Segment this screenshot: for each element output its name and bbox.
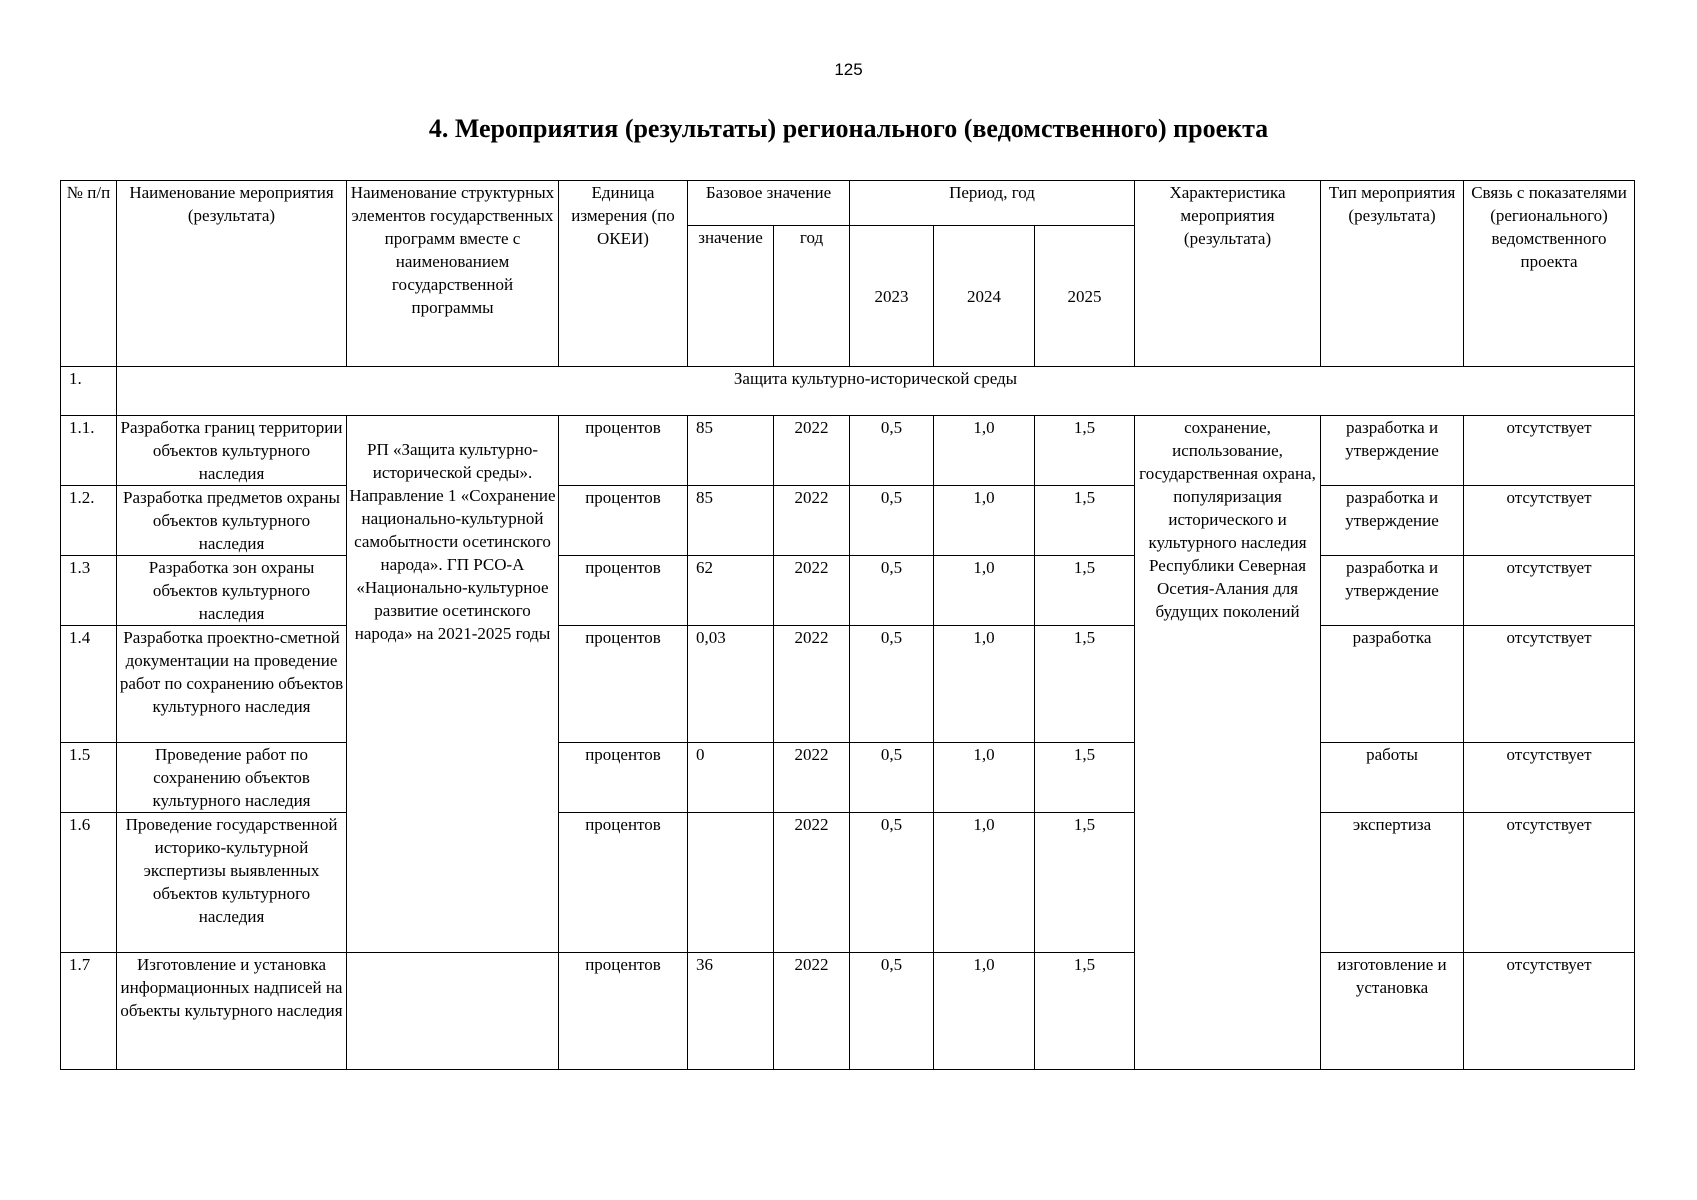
row-name: Разработка предметов охраны объектов культурного наследия <box>117 486 347 556</box>
row-base-year: 2022 <box>774 626 850 743</box>
header-struct: Наименование структурных элементов государственных программ вместе с наименованием государственной программы <box>347 181 559 367</box>
row-base-value: 85 <box>688 486 774 556</box>
header-2024: 2024 <box>934 226 1035 367</box>
row-num: 1.1. <box>61 416 117 486</box>
row-name: Проведение работ по сохранению объектов культурного наследия <box>117 743 347 813</box>
header-row <box>61 181 1635 226</box>
row-unit: процентов <box>559 813 688 953</box>
measures-table <box>60 180 1635 1070</box>
page-title: 4. Мероприятия (результаты) регионального (ведомственного) проекта <box>428 114 1269 143</box>
section-row <box>61 367 1635 416</box>
row-2023: 0,5 <box>850 626 934 743</box>
row-num: 1.3 <box>61 556 117 626</box>
row-base-value: 36 <box>688 953 774 1070</box>
row-name: Изготовление и установка информационных надписей на объекты культурного наследия <box>117 953 347 1070</box>
row-2024: 1,0 <box>934 626 1035 743</box>
header-2025: 2025 <box>1035 226 1135 367</box>
row-link: отсутствует <box>1464 813 1635 953</box>
row-2023: 0,5 <box>850 416 934 486</box>
row-base-value: 0 <box>688 743 774 813</box>
row-num: 1.5 <box>61 743 117 813</box>
row-unit: процентов <box>559 486 688 556</box>
header-characteristic: Характеристика мероприятия (результата) <box>1135 181 1321 367</box>
row-type: экспертиза <box>1321 813 1464 953</box>
row-base-year: 2022 <box>774 486 850 556</box>
row-unit: процентов <box>559 626 688 743</box>
table-row <box>61 416 1635 486</box>
structural-element: РП «Защита культурно-исторической среды». Направление 1 «Сохранение национально-культурной самобытности осетинского народа». ГП РСО-А «Национально-культурное развитие осетинского народа» на 2021-2025 годы <box>347 416 559 953</box>
row-type: работы <box>1321 743 1464 813</box>
row-name: Проведение государственной историко-культурной экспертизы выявленных объектов культурного наследия <box>117 813 347 953</box>
header-unit: Единица измерения (по ОКЕИ) <box>559 181 688 367</box>
section-num: 1. <box>61 367 117 416</box>
row-type: разработка <box>1321 626 1464 743</box>
row-type: разработка и утверждение <box>1321 556 1464 626</box>
row-2024: 1,0 <box>934 743 1035 813</box>
row-2023: 0,5 <box>850 486 934 556</box>
row-link: отсутствует <box>1464 556 1635 626</box>
row-type: разработка и утверждение <box>1321 416 1464 486</box>
row-base-year: 2022 <box>774 743 850 813</box>
row-base-year: 2022 <box>774 813 850 953</box>
row-2023: 0,5 <box>850 813 934 953</box>
structural-element-empty <box>347 953 559 1070</box>
row-base-year: 2022 <box>774 953 850 1070</box>
header-name: Наименование мероприятия (результата) <box>117 181 347 367</box>
row-2025: 1,5 <box>1035 813 1135 953</box>
row-num: 1.6 <box>61 813 117 953</box>
row-base-value: 85 <box>688 416 774 486</box>
header-link: Связь с показателями (регионального) ведомственного проекта <box>1464 181 1635 367</box>
table-row <box>61 813 1635 953</box>
characteristic: сохранение, использование, государственная охрана, популяризация исторического и культурного наследия Республики Северная Осетия-Алания для будущих поколений <box>1135 416 1321 1070</box>
row-unit: процентов <box>559 743 688 813</box>
row-2025: 1,5 <box>1035 416 1135 486</box>
row-type: разработка и утверждение <box>1321 486 1464 556</box>
header-base-value: значение <box>688 226 774 367</box>
row-2024: 1,0 <box>934 556 1035 626</box>
row-2023: 0,5 <box>850 556 934 626</box>
table-row <box>61 556 1635 626</box>
row-base-year: 2022 <box>774 556 850 626</box>
row-link: отсутствует <box>1464 416 1635 486</box>
row-num: 1.2. <box>61 486 117 556</box>
row-num: 1.7 <box>61 953 117 1070</box>
row-unit: процентов <box>559 556 688 626</box>
header-period: Период, год <box>850 181 1135 226</box>
table-row <box>61 953 1635 1070</box>
header-type: Тип мероприятия (результата) <box>1321 181 1464 367</box>
row-name: Разработка границ территории объектов культурного наследия <box>117 416 347 486</box>
row-2025: 1,5 <box>1035 953 1135 1070</box>
page-number: 125 <box>834 60 863 79</box>
table-row <box>61 743 1635 813</box>
row-unit: процентов <box>559 953 688 1070</box>
header-base: Базовое значение <box>688 181 850 226</box>
row-name: Разработка проектно-сметной документации на проведение работ по сохранению объектов культурного наследия <box>117 626 347 743</box>
header-2023: 2023 <box>850 226 934 367</box>
row-2023: 0,5 <box>850 953 934 1070</box>
row-link: отсутствует <box>1464 486 1635 556</box>
row-2025: 1,5 <box>1035 486 1135 556</box>
row-base-value: 62 <box>688 556 774 626</box>
row-base-value: 0,03 <box>688 626 774 743</box>
row-2025: 1,5 <box>1035 556 1135 626</box>
header-num: № п/п <box>61 181 117 367</box>
table-row <box>61 486 1635 556</box>
row-2024: 1,0 <box>934 953 1035 1070</box>
section-title: Защита культурно-исторической среды <box>117 367 1635 416</box>
row-unit: процентов <box>559 416 688 486</box>
table-row <box>61 626 1635 743</box>
row-2024: 1,0 <box>934 813 1035 953</box>
row-name: Разработка зон охраны объектов культурного наследия <box>117 556 347 626</box>
row-2025: 1,5 <box>1035 626 1135 743</box>
row-base-year: 2022 <box>774 416 850 486</box>
row-type: изготовление и установка <box>1321 953 1464 1070</box>
row-2025: 1,5 <box>1035 743 1135 813</box>
row-link: отсутствует <box>1464 743 1635 813</box>
row-2024: 1,0 <box>934 486 1035 556</box>
row-num: 1.4 <box>61 626 117 743</box>
row-link: отсутствует <box>1464 626 1635 743</box>
row-2024: 1,0 <box>934 416 1035 486</box>
row-base-value <box>688 813 774 953</box>
header-base-year: год <box>774 226 850 367</box>
row-2023: 0,5 <box>850 743 934 813</box>
row-link: отсутствует <box>1464 953 1635 1070</box>
